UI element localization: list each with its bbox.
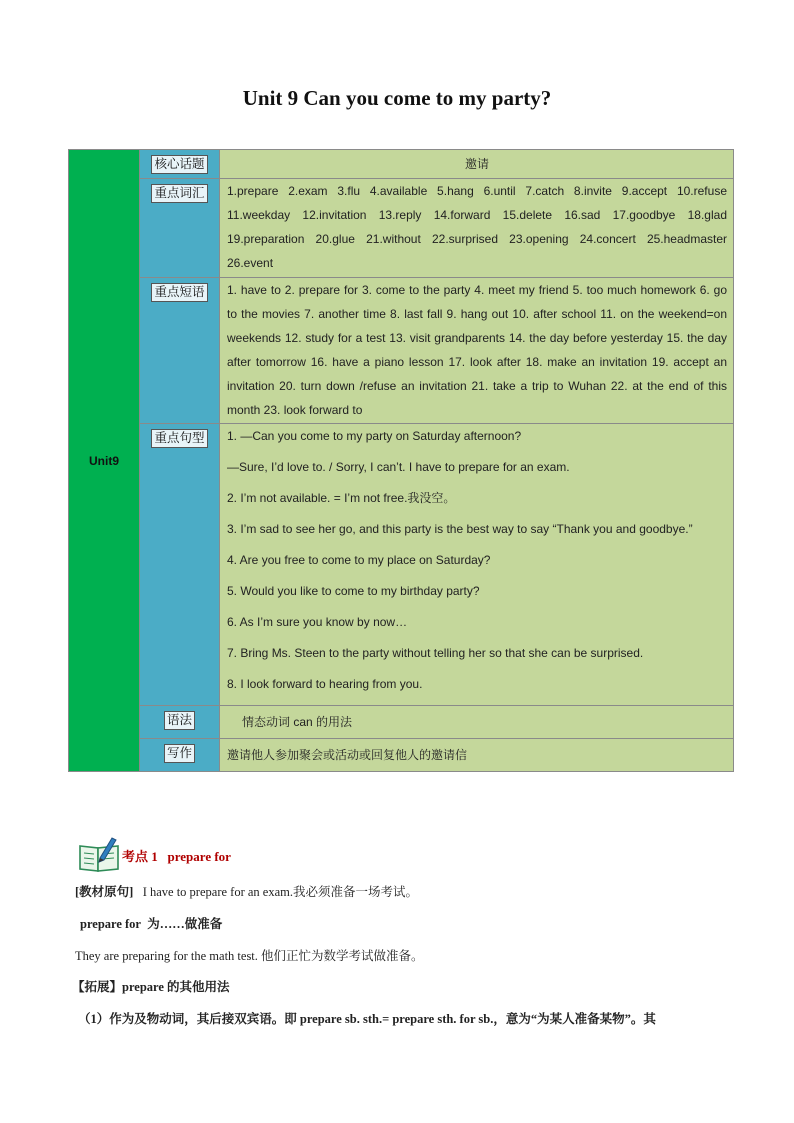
- expand-heading: 【拓展】prepare 的其他用法: [72, 980, 230, 994]
- phrase-definition: prepare for 为……做准备: [80, 917, 223, 931]
- table-row-topic: [69, 150, 734, 179]
- table-row-grammar: [69, 706, 734, 739]
- table-row-vocabulary: [69, 179, 734, 278]
- row-label-phrases: 重点短语: [140, 278, 220, 424]
- unit-cell: Unit9: [69, 150, 140, 772]
- page-title: Unit 9 Can you come to my party?: [242, 86, 552, 110]
- grammar-content: 情态动词 can 的用法: [220, 706, 734, 739]
- sentence-item: —Sure, I’d love to. / Sorry, I can’t. I have to prepare for an exam.: [227, 460, 570, 474]
- sentence-item: 6. As I’m sure you know by now…: [227, 615, 408, 629]
- row-label-vocabulary: 重点词汇: [140, 179, 220, 278]
- sentence-item: 3. I’m sad to see her go, and this party is the best way to say “Thank you and goodbye.”: [227, 522, 693, 536]
- sentence-item: 7. Bring Ms. Steen to the party without telling her so that she can be surprised.: [227, 646, 644, 660]
- sentence-item: 4. Are you free to come to my place on Saturday?: [227, 553, 491, 567]
- sentence-item: 1. —Can you come to my party on Saturday afternoon?: [227, 429, 522, 443]
- usage-note-1: （1）作为及物动词，其后接双宾语。即 prepare sb. sth.= prepare sth. for sb.，意为“为某人准备某物”。其: [78, 1012, 656, 1026]
- vocabulary-content: 1.prepare 2.exam 3.flu 4.available 5.hang 6.until 7.catch 8.invite 9.accept 10.refuse 11.weekday 12.invitation 13.reply 14.forward 15.delete 16.sad 17.goodbye 18.glad 19.preparation 20.glue 21.without 22.surprised 23.opening 24.concert 25.headmaster 26.event: [220, 179, 734, 278]
- table-row-phrases: [69, 278, 734, 424]
- example-sentence: They are preparing for the math test. 他们正忙为数学考试做准备。: [75, 949, 424, 963]
- book-pencil-icon: [78, 836, 120, 872]
- phrases-content: 1. have to 2. prepare for 3. come to the party 4. meet my friend 5. too much homework 6. go to the movies 7. another time 8. last fall 9. hang out 10. after school 11. on the weekend=on weekends 12. study for a test 13. visit grandparents 14. the day before yesterday 15. the day after tomorrow 16. have a piano lesson 17. look after 18. make an invitation 19. accept an invitation 20. turn down /refuse an invitation 21. take a trip to Wuhan 22. at the end of this month 23. look forward to: [220, 278, 734, 424]
- writing-content: 邀请他人参加聚会或活动或回复他人的邀请信: [220, 739, 734, 772]
- row-label-sentences: 重点句型: [140, 424, 220, 706]
- source-sentence: [教材原句] I have to prepare for an exam.我必须准备一场考试。: [75, 885, 418, 899]
- row-label-grammar: 语法: [140, 706, 220, 739]
- table-row-writing: [69, 739, 734, 772]
- sentence-item: 5. Would you like to come to my birthday party?: [227, 584, 480, 598]
- row-label-topic: 核心话题: [140, 150, 220, 179]
- sentence-item: 8. I look forward to hearing from you.: [227, 677, 423, 691]
- kaodian-title: 考点 1 prepare for: [122, 849, 231, 864]
- topic-content: 邀请: [220, 150, 734, 179]
- table-row-sentences: [69, 424, 734, 706]
- sentence-item: 2. I’m not available. = I’m not free.我没空。: [227, 491, 456, 505]
- summary-table: [68, 149, 734, 772]
- row-label-writing: 写作: [140, 739, 220, 772]
- sentences-content: [220, 424, 734, 706]
